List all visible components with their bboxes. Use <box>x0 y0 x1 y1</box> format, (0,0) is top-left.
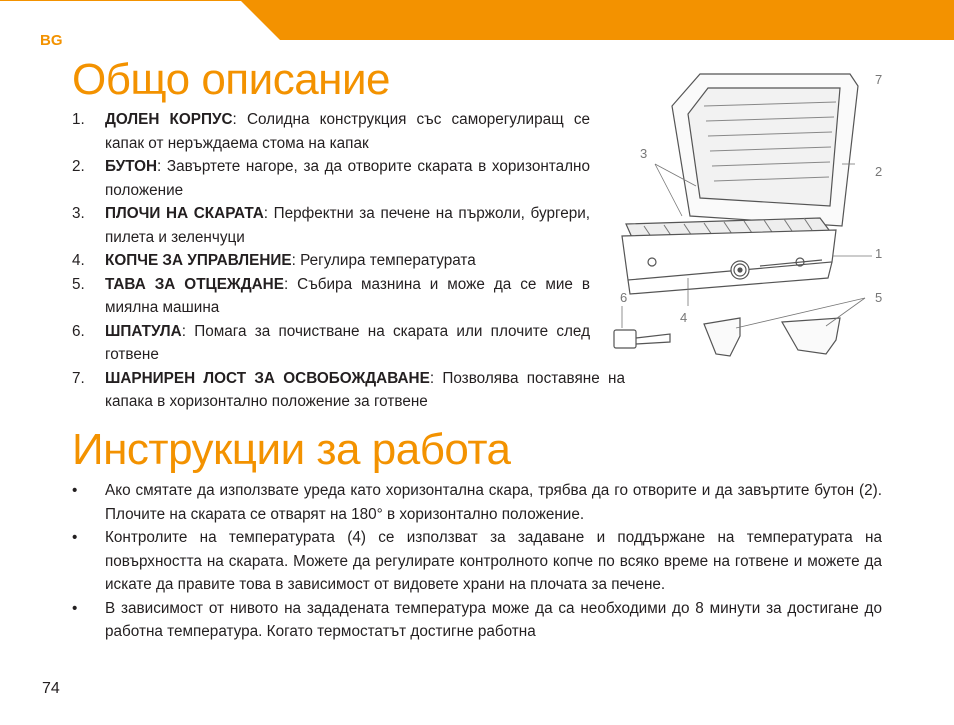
grill-illustration <box>600 66 900 366</box>
list-item: 4. КОПЧЕ ЗА УПРАВЛЕНИЕ: Регулира температурата <box>72 252 476 269</box>
callout-4: 4 <box>680 310 688 325</box>
parts-list <box>72 108 625 414</box>
callout-3: 3 <box>640 146 648 161</box>
list-item: 3. ПЛОЧИ НА СКАРАТА: Перфектни за печене на пържоли, бургери, пилета и зеленчуци <box>72 205 590 246</box>
list-item: • Контролите на температурата (4) се използват за задаване и поддържане на температурата на повърхността на скарата. Можете да регулирате контролното копче по всяко време на готвене и можете да искате да правите това в зависимост от видовете храни на плочата за печене. <box>72 529 882 593</box>
list-item: 1. ДОЛЕН КОРПУС: Солидна конструкция със саморегулиращ се капак от неръждаема стома на капак <box>72 111 590 152</box>
list-item: • Ако смятате да използвате уреда като хоризонтална скара, трябва да го отворите и да завъртите бутон (2). Плочите на скарата се отварят на 180° в хоризонтално положение. <box>72 482 882 523</box>
instructions-list <box>72 479 882 644</box>
list-item: 2. БУТОН: Завъртете нагоре, за да отворите скарата в хоризонтално положение <box>72 158 590 199</box>
callout-5: 5 <box>875 290 883 305</box>
list-item: 7. ШАРНИРЕН ЛОСТ ЗА ОСВОБОЖДАВАНЕ: Позволява поставяне на капака в хоризонтално положение за готвене <box>72 369 625 410</box>
section-title-description: Общо описание <box>72 55 391 104</box>
language-code: BG <box>40 32 63 49</box>
page-number: 74 <box>42 680 60 697</box>
callout-2: 2 <box>875 164 883 179</box>
header-accent-bar <box>240 0 954 40</box>
callout-6: 6 <box>620 290 628 305</box>
callout-7: 7 <box>875 72 883 87</box>
list-item: 6. ШПАТУЛА: Помага за почистване на скарата или плочите след готвене <box>72 322 590 363</box>
callout-1: 1 <box>875 246 883 261</box>
list-item: 5. ТАВА ЗА ОТЦЕЖДАНЕ: Събира мазнина и може да се мие в миялна машина <box>72 275 590 316</box>
list-item: • В зависимост от нивото на зададената температура може да са необходими до 8 минути за достигане до работна температура. Когато термостатът достигне работна <box>72 599 882 640</box>
section-title-instructions: Инструкции за работа <box>72 425 511 474</box>
